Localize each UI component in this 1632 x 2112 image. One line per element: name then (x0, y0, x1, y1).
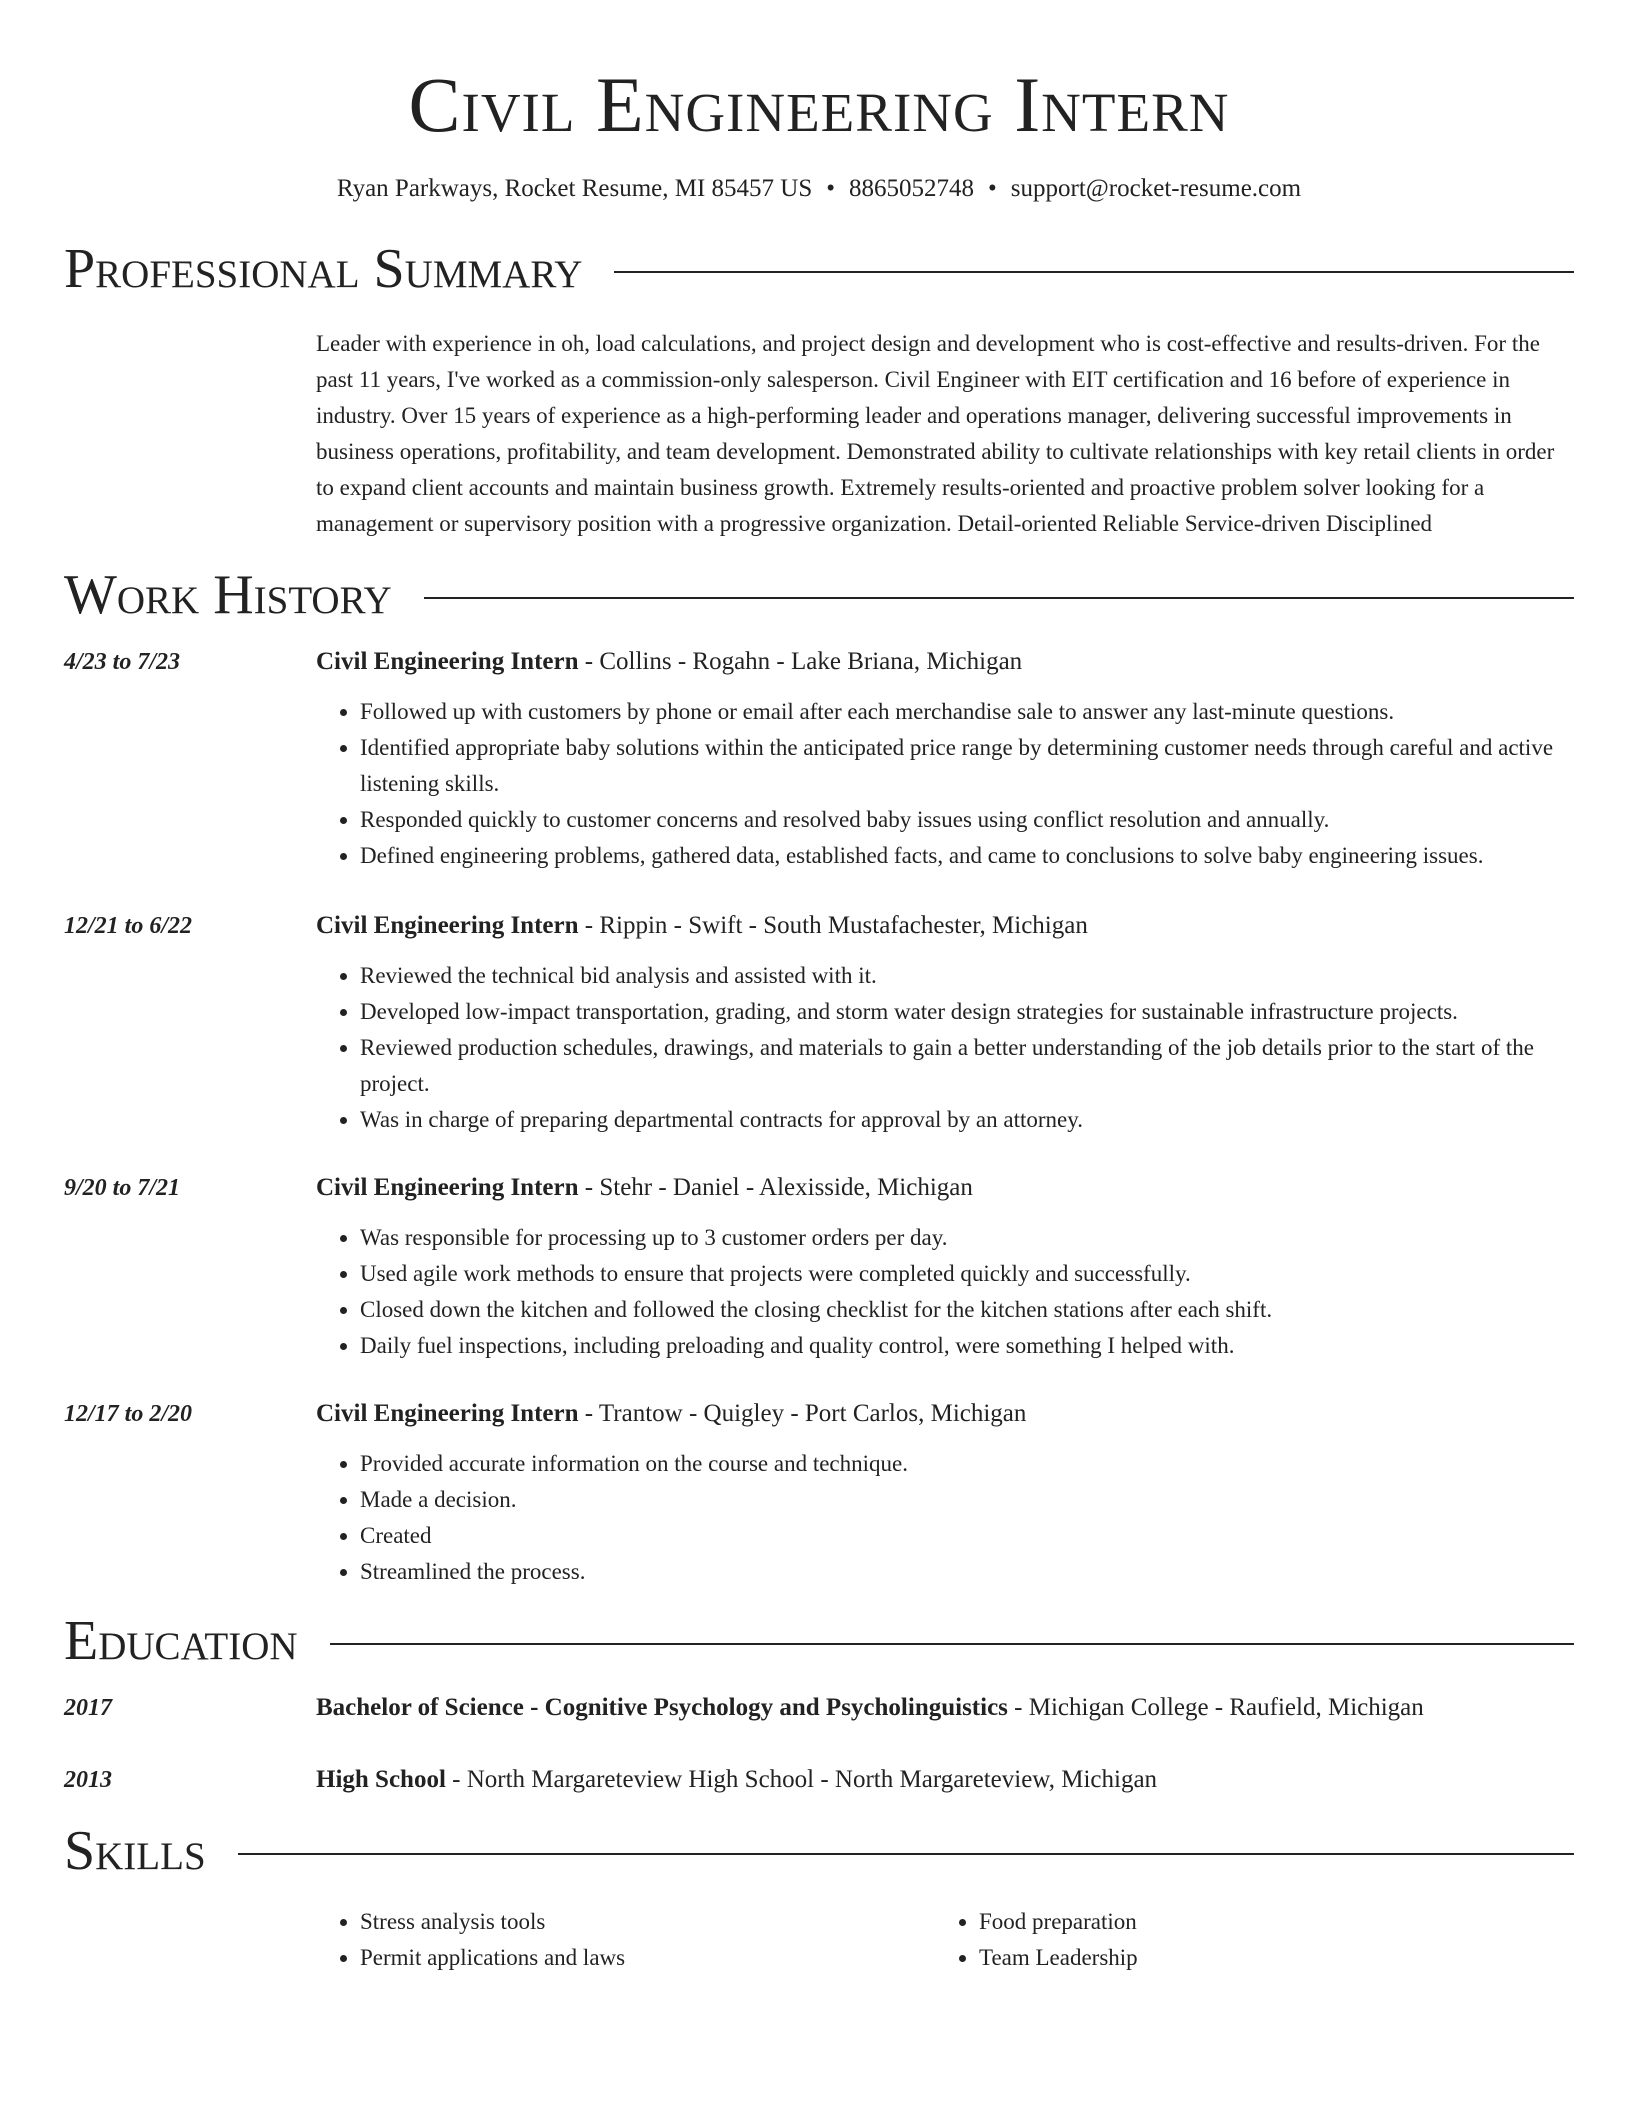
summary-text: Leader with experience in oh, load calculations, and project design and development who is cost-effective and results-driven. For the past 11 years, I've worked as a commission-only salesperson. Civil Engineer with EIT certification and 16 before of experience in industry. Over 15 years of experience as a high-performing leader and operations manager, delivering successful improvements in business operations, profitability, and team development. Demonstrated ability to cultivate relationships with key retail clients in order to expand client accounts and maintain business growth. Extremely results-oriented and proactive problem solver looking for a management or supervisory position with a progressive organization. Detail-oriented Reliable Service-driven Disciplined (316, 331, 1555, 536)
contact-email: support@rocket-resume.com (1010, 175, 1302, 202)
contact-address: Ryan Parkways, Rocket Resume, MI 85457 US (336, 175, 813, 202)
skills-column-left (316, 1904, 935, 1976)
education-year: 2013 (64, 1767, 112, 1793)
job-employer: - Trantow - Quigley - Port Carlos, Michigan (578, 1400, 1027, 1427)
job-employer: - Rippin - Swift - South Mustafachester, Michigan (578, 912, 1088, 939)
job-bullet: • Created (360, 1518, 1574, 1554)
skill-item: • Team Leadership (979, 1940, 1138, 1976)
job-bullet: • Was in charge of preparing departmental contracts for approval by an attorney. (360, 1102, 1574, 1138)
job-title: Civil Engineering Intern (316, 1174, 579, 1201)
job-bullet: • Reviewed the technical bid analysis and assisted with it. (360, 958, 1574, 994)
resume-page (64, 0, 1574, 1976)
contact-phone: 8865052748 (849, 175, 975, 202)
education-entry (64, 1690, 1574, 1726)
job-title: Civil Engineering Intern (316, 1400, 579, 1427)
job-entry (64, 644, 1574, 874)
section-divider (424, 597, 1574, 599)
job-bullet: • Made a decision. (360, 1482, 1574, 1518)
job-dates: 12/21 to 6/22 (64, 913, 193, 939)
job-bullet: • Streamlined the process. (360, 1554, 1574, 1590)
resume-title: Civil Engineering Intern (408, 61, 1230, 148)
education-school: - Michigan College - Raufield, Michigan (1007, 1694, 1424, 1721)
job-dates: 9/20 to 7/21 (64, 1175, 181, 1201)
education-heading: Education (64, 1610, 298, 1672)
job-dates: 4/23 to 7/23 (64, 649, 181, 675)
job-bullet: • Was responsible for processing up to 3 customer orders per day. (360, 1220, 1574, 1256)
job-bullet: • Followed up with customers by phone or email after each merchandise sale to answer any last-minute questions. (360, 694, 1574, 730)
skill-item: • Permit applications and laws (360, 1940, 935, 1976)
job-employer: - Stehr - Daniel - Alexisside, Michigan (578, 1174, 973, 1201)
job-bullet: • Responded quickly to customer concerns and resolved baby issues using conflict resolution and annually. (360, 802, 1574, 838)
skills-column-right (935, 1904, 1138, 1976)
education-year: 2017 (64, 1695, 112, 1721)
job-bullets (316, 958, 1574, 1138)
education-school: - North Margareteview High School - North Margareteview, Michigan (445, 1766, 1158, 1793)
education-entry (64, 1762, 1574, 1798)
job-bullet: • Daily fuel inspections, including preloading and quality control, were something I helped with. (360, 1328, 1574, 1364)
job-bullet: • Identified appropriate baby solutions within the anticipated price range by determining customer needs through careful and active listening skills. (360, 730, 1574, 802)
section-divider (614, 271, 1574, 273)
education-degree: High School (316, 1766, 446, 1793)
job-bullets (316, 694, 1574, 874)
skill-item: • Food preparation (979, 1904, 1138, 1940)
summary-section-header (64, 238, 1574, 300)
job-bullet: • Developed low-impact transportation, grading, and storm water design strategies for sustainable infrastructure projects. (360, 994, 1574, 1030)
job-entry (64, 908, 1574, 1138)
job-bullet: • Provided accurate information on the course and technique. (360, 1446, 1574, 1482)
job-dates: 12/17 to 2/20 (64, 1401, 193, 1427)
contact-separator: • (988, 175, 997, 202)
contact-line (64, 174, 1574, 204)
job-bullet: • Reviewed production schedules, drawings, and materials to gain a better understanding of the job details prior to the start of the project. (360, 1030, 1574, 1102)
job-bullets (316, 1220, 1574, 1364)
section-divider (330, 1643, 1574, 1645)
skills-list (316, 1904, 1574, 1976)
work-section-header (64, 564, 1574, 626)
summary-heading: Professional Summary (64, 238, 583, 300)
job-bullet: • Used agile work methods to ensure that projects were completed quickly and successfully. (360, 1256, 1574, 1292)
skills-section-header (64, 1820, 1574, 1882)
job-entry (64, 1396, 1574, 1590)
job-employer: - Collins - Rogahn - Lake Briana, Michigan (578, 648, 1023, 675)
education-degree: Bachelor of Science - Cognitive Psychology and Psycholinguistics (316, 1694, 1008, 1721)
job-entry (64, 1170, 1574, 1364)
job-title: Civil Engineering Intern (316, 648, 579, 675)
contact-separator: • (826, 175, 836, 202)
work-heading: Work History (64, 564, 392, 626)
job-bullets (316, 1446, 1574, 1590)
education-section-header (64, 1610, 1574, 1672)
skill-item: • Stress analysis tools (360, 1904, 935, 1940)
section-divider (238, 1853, 1574, 1855)
job-bullet: • Defined engineering problems, gathered data, established facts, and came to conclusions to solve baby engineering issues. (360, 838, 1574, 874)
job-title: Civil Engineering Intern (316, 912, 579, 939)
skills-heading: Skills (64, 1820, 206, 1882)
job-bullet: • Closed down the kitchen and followed the closing checklist for the kitchen stations after each shift. (360, 1292, 1574, 1328)
